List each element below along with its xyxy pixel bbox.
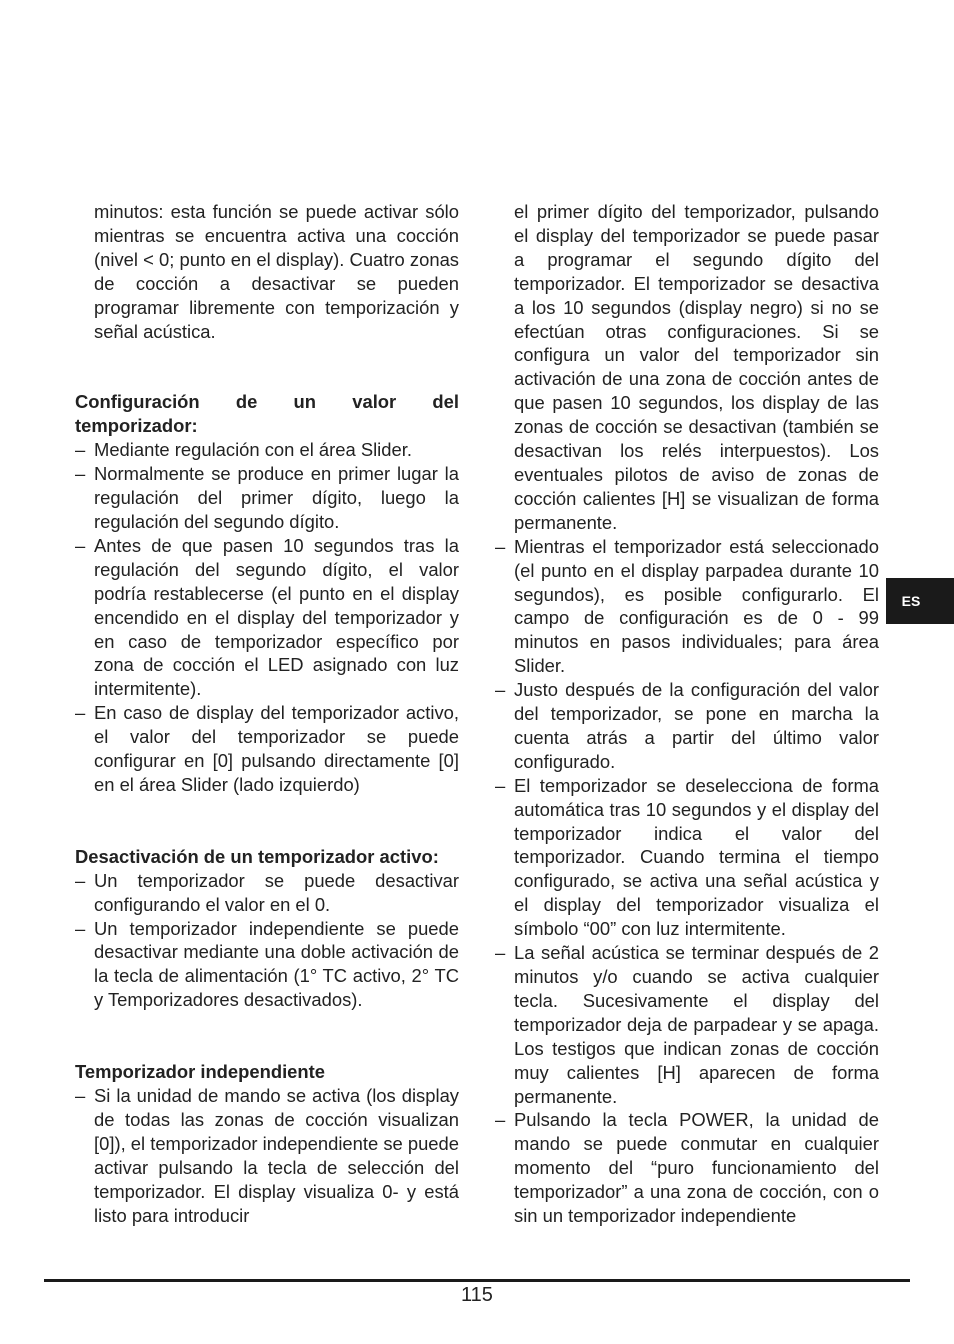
list-item: – Mientras el temporizador está seleccionado (el punto en el display parpadea durante 10 segundos), es posible configurarlo. El campo de configuración es de 0 - 99 minutos en pasos individuales; para área Slider. (495, 535, 879, 678)
continuation-paragraph: el primer dígito del temporizador, pulsando el display del temporizador se puede pasar a programar el segundo dígito del temporizador. El temporizador se desactiva a los 10 segundos (display negro) si no se efectúan otras configuraciones. Si se configura un valor del temporizador sin activación de una zona de cocción antes de que pasen 10 segundos, los display de las zonas de cocción se desactivan (también se desactivan los relés interpuestos). Los eventuales pilotos de aviso de zonas de cocción calientes [H] se visualizan de forma permanente. (514, 201, 879, 533)
list-item: – Normalmente se produce en primer lugar la regulación del primer dígito, luego la regulación del segundo dígito. (75, 462, 459, 534)
page-number: 115 (461, 1284, 493, 1306)
list-item: – Justo después de la configuración del valor del temporizador, se pone en marcha la cuenta atrás a partir del último valor configurado. (495, 678, 879, 774)
list-item: – Un temporizador independiente se puede desactivar mediante una doble activación de la tecla de alimentación (1° TC activo, 2° TC y Temporizadores desactivados). (75, 917, 459, 1013)
language-tab: ES (886, 578, 954, 624)
list-item: – Si la unidad de mando se activa (los display de todas las zonas de cocción visualizan [0]), el temporizador independiente se puede activar pulsando la tecla de selección del temporizador. El display visualiza 0- y está listo para introducir (75, 1084, 459, 1227)
section-heading-temporizador-independiente: Temporizador independiente (75, 1061, 325, 1083)
list-item: – Mediante regulación con el área Slider. (75, 438, 459, 462)
left-column (75, 200, 459, 1228)
footer-divider (44, 1279, 910, 1282)
intro-paragraph: minutos: esta función se puede activar sólo mientras se encuentra activa una cocción (nivel < 0; punto en el display). Cuatro zonas de cocción a desactivar se pueden programar libremente con temporización y señal acústica. (94, 201, 459, 342)
list-item: – Antes de que pasen 10 segundos tras la regulación del segundo dígito, el valor podría restablecerse (el punto en el display encendido en el display del temporizador y en caso de temporizador específico por zona de cocción el LED asignado con luz intermitente). (75, 534, 459, 701)
section-heading-configuracion: Configuración de un valor del temporizador: (75, 391, 459, 437)
list-item: – Pulsando la tecla POWER, la unidad de mando se puede conmutar en cualquier momento del “puro funcionamiento del temporizador” a una zona de cocción, con o sin un temporizador independiente (495, 1108, 879, 1228)
list-item: – El temporizador se deselecciona de forma automática tras 10 segundos y el display del temporizador indica el valor del temporizador. Cuando termina el tiempo configurado, se activa una señal acústica y el display del temporizador visualiza el símbolo “00” con luz intermitente. (495, 774, 879, 941)
right-column (495, 200, 879, 1228)
section-heading-desactivacion: Desactivación de un temporizador activo: (75, 845, 439, 867)
list-item: – En caso de display del temporizador activo, el valor del temporizador se puede configurar en [0] pulsando directamente [0] en el área Slider (lado izquierdo) (75, 701, 459, 797)
list-item: – La señal acústica se terminar después de 2 minutos y/o cuando se activa cualquier tecla. Sucesivamente el display del temporizador deja de parpadear y se apaga. Los testigos que indican zonas de cocción muy calientes [H] aparecen de forma permanente. (495, 941, 879, 1108)
list-item: – Un temporizador se puede desactivar configurando el valor en el 0. (75, 869, 459, 917)
